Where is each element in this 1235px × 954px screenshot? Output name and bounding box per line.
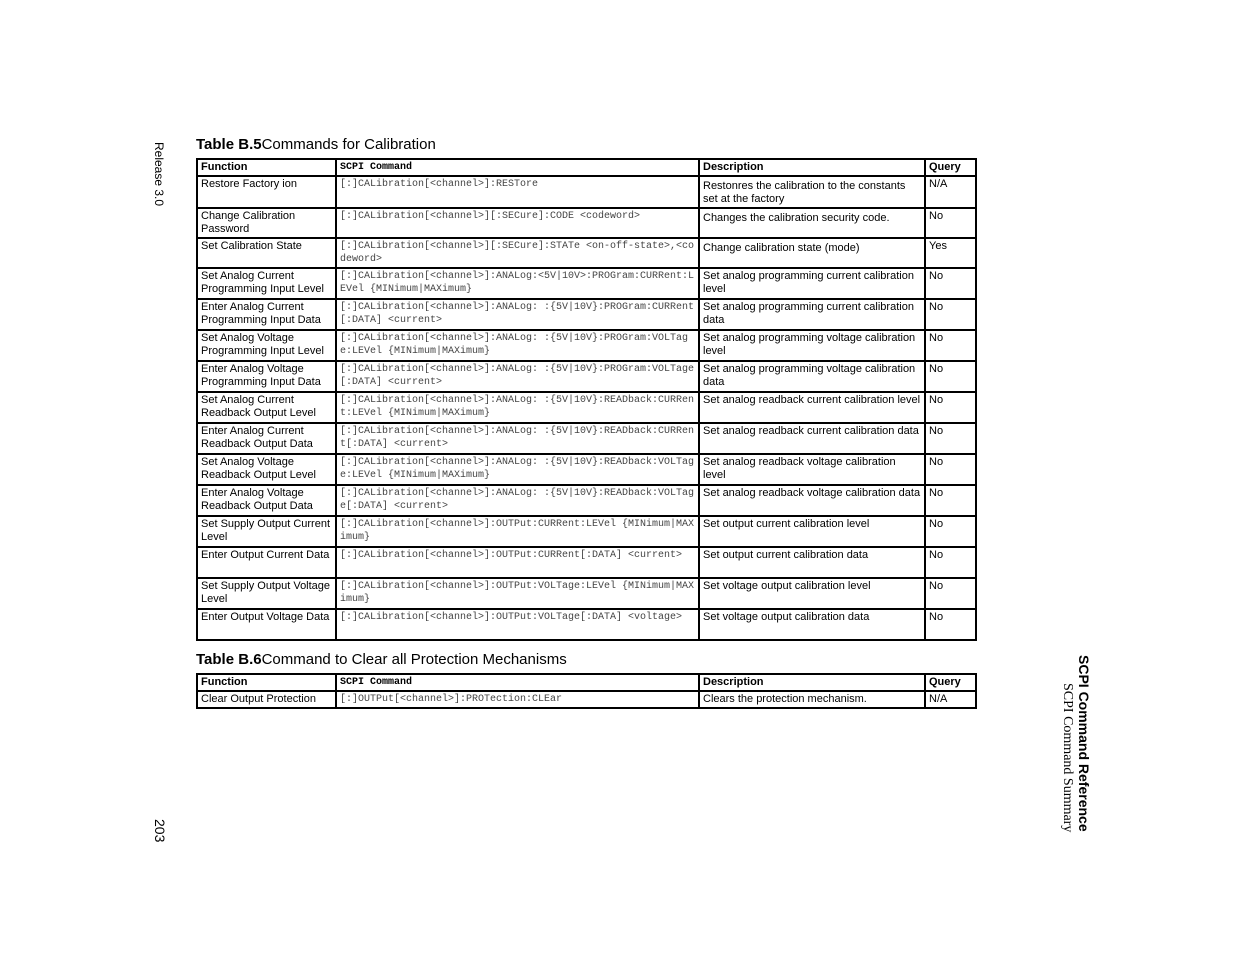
query-cell: No: [925, 361, 976, 392]
description-cell: Set analog readback voltage calibration data: [699, 485, 925, 516]
table-row: [197, 609, 976, 640]
table-row: [197, 578, 976, 609]
function-cell: Set Analog Voltage Programming Input Level: [197, 330, 336, 361]
table-row: [197, 238, 976, 268]
description-cell: Clears the protection mechanism.: [699, 691, 925, 708]
table-b6-title: Command to Clear all Protection Mechanisms: [261, 651, 567, 668]
function-cell: Set Analog Voltage Readback Output Level: [197, 454, 336, 485]
function-cell: Set Analog Current Readback Output Level: [197, 392, 336, 423]
scpi-command-cell: [:]CALibration[<channel>]:OUTPut:VOLTage[:DATA] <voltage>: [336, 609, 699, 640]
page-number: 203: [152, 819, 168, 843]
query-cell: No: [925, 578, 976, 609]
scpi-command-cell: [:]CALibration[<channel>]:OUTPut:VOLTage:LEVel {MINimum|MAXimum}: [336, 578, 699, 609]
table-header-row: [197, 159, 976, 176]
function-cell: Set Analog Current Programming Input Level: [197, 268, 336, 299]
description-cell: Change calibration state (mode): [699, 238, 925, 268]
function-cell: Enter Analog Voltage Programming Input Data: [197, 361, 336, 392]
description-cell: Set analog readback current calibration data: [699, 423, 925, 454]
description-cell: Set analog readback voltage calibration level: [699, 454, 925, 485]
scpi-command-cell: [:]CALibration[<channel>][:SECure]:CODE <codeword>: [336, 208, 699, 238]
calibration-commands-table: [196, 158, 977, 641]
function-cell: Enter Output Current Data: [197, 547, 336, 578]
table-b5-title: Commands for Calibration: [261, 136, 436, 153]
query-cell: Yes: [925, 238, 976, 268]
scpi-command-cell: [:]CALibration[<channel>]:OUTPut:CURRent[:DATA] <current>: [336, 547, 699, 578]
query-cell: No: [925, 330, 976, 361]
description-cell: Set analog programming current calibration data: [699, 299, 925, 330]
scpi-command-cell: [:]CALibration[<channel>]:RESTore: [336, 176, 699, 208]
scpi-command-cell: [:]CALibration[<channel>]:ANALog: :{5V|10V}:READback:CURRent:LEVel {MINimum|MAXimum}: [336, 392, 699, 423]
table-row: [197, 423, 976, 454]
table-b5-body: [197, 176, 976, 640]
function-cell: Restore Factory ion: [197, 176, 336, 208]
scpi-command-cell: [:]CALibration[<channel>]:ANALog: :{5V|10V}:PROGram:CURRent[:DATA] <current>: [336, 299, 699, 330]
function-cell: Enter Analog Current Readback Output Data: [197, 423, 336, 454]
description-cell: Set output current calibration level: [699, 516, 925, 547]
table-b6-caption: [196, 651, 567, 668]
scpi-command-cell: [:]CALibration[<channel>]:ANALog: :{5V|10V}:PROGram:VOLTage[:DATA] <current>: [336, 361, 699, 392]
table-header-row: [197, 674, 976, 691]
function-cell: Set Calibration State: [197, 238, 336, 268]
header-scpi-command: SCPI Command: [336, 674, 699, 691]
scpi-command-cell: [:]CALibration[<channel>]:ANALog: :{5V|10V}:READback:VOLTage[:DATA] <current>: [336, 485, 699, 516]
description-cell: Set voltage output calibration level: [699, 578, 925, 609]
header-function: Function: [197, 674, 336, 691]
table-row: [197, 392, 976, 423]
query-cell: No: [925, 208, 976, 238]
table-b6-label: Table B.6: [196, 651, 262, 668]
function-cell: Set Supply Output Current Level: [197, 516, 336, 547]
function-cell: Enter Analog Current Programming Input Data: [197, 299, 336, 330]
query-cell: No: [925, 516, 976, 547]
running-header-title: SCPI Command Reference: [1076, 655, 1092, 832]
table-row: [197, 176, 976, 208]
table-row: [197, 691, 976, 708]
header-description: Description: [699, 159, 925, 176]
description-cell: Changes the calibration security code.: [699, 208, 925, 238]
table-row: [197, 299, 976, 330]
description-cell: Set analog programming voltage calibration level: [699, 330, 925, 361]
table-row: [197, 485, 976, 516]
description-cell: Set output current calibration data: [699, 547, 925, 578]
query-cell: No: [925, 423, 976, 454]
query-cell: N/A: [925, 176, 976, 208]
function-cell: Set Supply Output Voltage Level: [197, 578, 336, 609]
description-cell: Set analog programming current calibration level: [699, 268, 925, 299]
description-cell: Set voltage output calibration data: [699, 609, 925, 640]
function-cell: Enter Analog Voltage Readback Output Data: [197, 485, 336, 516]
release-label: Release 3.0: [152, 142, 166, 207]
protection-commands-table: [196, 673, 977, 709]
scpi-command-cell: [:]OUTPut[<channel>]:PROTection:CLEar: [336, 691, 699, 708]
scpi-command-cell: [:]CALibration[<channel>]:ANALog: :{5V|10V}:PROGram:VOLTage:LEVel {MINimum|MAXimum}: [336, 330, 699, 361]
header-query: Query: [925, 159, 976, 176]
function-cell: Change Calibration Password: [197, 208, 336, 238]
query-cell: No: [925, 609, 976, 640]
running-header-subtitle: SCPI Command Summary: [1060, 683, 1075, 833]
query-cell: No: [925, 454, 976, 485]
header-function: Function: [197, 159, 336, 176]
scpi-command-cell: [:]CALibration[<channel>]:ANALog:<5V|10V>:PROGram:CURRent:LEVel {MINimum|MAXimum}: [336, 268, 699, 299]
table-row: [197, 547, 976, 578]
query-cell: No: [925, 299, 976, 330]
function-cell: Enter Output Voltage Data: [197, 609, 336, 640]
query-cell: No: [925, 268, 976, 299]
table-b5-caption: [196, 136, 436, 153]
query-cell: No: [925, 547, 976, 578]
table-row: [197, 330, 976, 361]
scpi-command-cell: [:]CALibration[<channel>]:OUTPut:CURRent:LEVel {MINimum|MAXimum}: [336, 516, 699, 547]
table-b5-label: Table B.5: [196, 136, 262, 153]
description-cell: Restonres the calibration to the constants set at the factory: [699, 176, 925, 208]
query-cell: No: [925, 485, 976, 516]
table-b6-body: [197, 691, 976, 708]
header-query: Query: [925, 674, 976, 691]
table-row: [197, 268, 976, 299]
description-cell: Set analog readback current calibration level: [699, 392, 925, 423]
function-cell: Clear Output Protection: [197, 691, 336, 708]
scpi-command-cell: [:]CALibration[<channel>]:ANALog: :{5V|10V}:READback:CURRent[:DATA] <current>: [336, 423, 699, 454]
table-row: [197, 516, 976, 547]
query-cell: N/A: [925, 691, 976, 708]
scpi-command-cell: [:]CALibration[<channel>][:SECure]:STATe <on-off-state>,<codeword>: [336, 238, 699, 268]
scpi-command-cell: [:]CALibration[<channel>]:ANALog: :{5V|10V}:READback:VOLTage:LEVel {MINimum|MAXimum}: [336, 454, 699, 485]
table-row: [197, 208, 976, 238]
query-cell: No: [925, 392, 976, 423]
header-scpi-command: SCPI Command: [336, 159, 699, 176]
header-description: Description: [699, 674, 925, 691]
table-row: [197, 454, 976, 485]
description-cell: Set analog programming voltage calibration data: [699, 361, 925, 392]
table-row: [197, 361, 976, 392]
